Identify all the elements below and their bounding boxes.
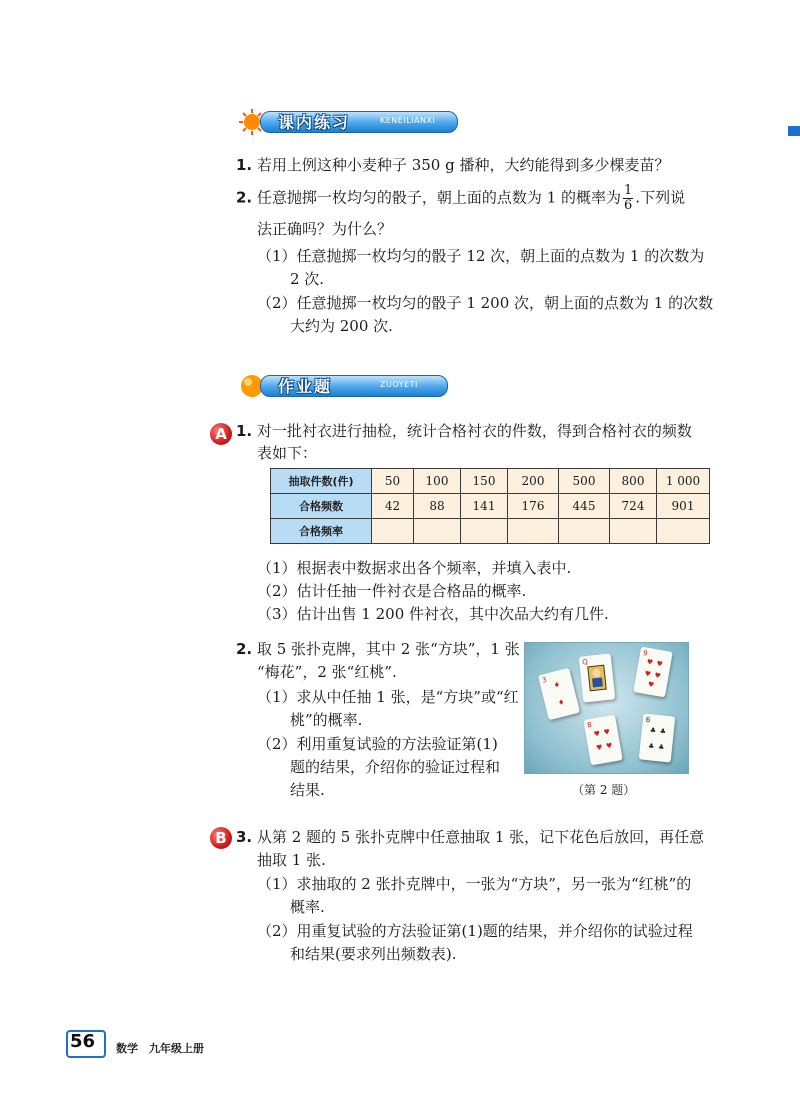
h2-text-a: 取 5 张扑克牌，其中 2 张“方块”，1 张 (256, 640, 520, 658)
club-icon: ♣ (659, 727, 667, 736)
h1-text-b: 表如下： (257, 444, 318, 462)
exercise-banner-title: 课内练习 (278, 113, 351, 132)
h2-part1-line2: 桃”的概率. (290, 711, 363, 729)
q2-part1-line1: （1）任意抛掷一枚均匀的骰子 12 次，朝上面的点数为 1 的次数为 (257, 247, 705, 265)
club-icon: ♣ (649, 726, 657, 735)
h2-part2-line2: 题的结果，介绍你的验证过程和 (290, 758, 501, 776)
queen-face-icon (587, 664, 608, 692)
card-rank: 3 (541, 675, 548, 685)
card-heart-eight (583, 715, 623, 766)
table-row (271, 469, 710, 494)
diamond-icon: ♦ (552, 680, 561, 690)
homework-q1 (236, 420, 692, 442)
table-cell: 42 (372, 494, 414, 519)
table-header-cell: 合格频数 (271, 494, 372, 519)
playing-cards-photo (524, 642, 689, 774)
card-club (639, 713, 676, 762)
fraction-numerator: 1 (624, 183, 633, 198)
fraction-denominator: 6 (624, 198, 633, 213)
heart-icon: ♥ (645, 657, 654, 667)
table-cell: 1 000 (657, 469, 710, 494)
h3-part1-line2: 概率. (290, 898, 325, 916)
h3-part1-line1: （1）求抽取的 2 张扑克牌中，一张为“方块”，另一张为“红桃”的 (257, 875, 692, 893)
table-cell (657, 519, 710, 544)
table-cell: 176 (508, 494, 559, 519)
q2-part1-line2: 2 次. (290, 270, 325, 288)
frequency-table (270, 468, 710, 544)
exercise-q1 (236, 154, 669, 176)
table-cell: 50 (372, 469, 414, 494)
heart-icon: ♥ (653, 671, 662, 681)
heart-icon: ♥ (603, 727, 611, 737)
table-row (271, 519, 710, 544)
h3-part2-line1: （2）用重复试验的方法验证第(1)题的结果，并介绍你的试验过程 (257, 922, 693, 940)
h3-number: 3. (236, 828, 253, 846)
homework-banner-title: 作业题 (278, 377, 333, 396)
card-rank: 6 (645, 715, 651, 725)
h3-text-b: 抽取 1 张. (257, 851, 326, 869)
h3-text-a: 从第 2 题的 5 张扑克牌中任意抽取 1 张，记下花色后放回，再任意 (256, 828, 705, 846)
q1-text: 若用上例这种小麦种子 350 g 播种，大约能得到多少棵麦苗？ (256, 156, 670, 174)
q2-fraction (623, 184, 633, 213)
table-cell: 724 (610, 494, 657, 519)
diamond-icon: ♦ (557, 698, 566, 708)
page-edge-marker (788, 126, 800, 136)
table-cell (610, 519, 657, 544)
q2-number: 2. (236, 188, 253, 207)
q2-part2-line1: （2）任意抛掷一枚均匀的骰子 1 200 次，朝上面的点数为 1 的次数 (257, 294, 714, 312)
table-cell: 100 (414, 469, 461, 494)
heart-icon: ♥ (605, 741, 614, 751)
heart-icon: ♥ (593, 729, 601, 739)
table-header-cell: 合格频率 (271, 519, 372, 544)
heart-icon: ♥ (643, 669, 652, 679)
card-rank: 8 (586, 720, 593, 730)
exercise-q2 (236, 184, 685, 213)
table-cell: 200 (508, 469, 559, 494)
club-icon: ♣ (657, 743, 665, 752)
photo-caption: （第 2 题） (572, 783, 636, 797)
q1-number: 1. (236, 156, 253, 174)
q2-part2-line2: 大约为 200 次. (290, 317, 393, 335)
homework-banner-subtitle: ZUOYETI (380, 380, 418, 389)
card-queen (579, 653, 616, 702)
exercise-banner-subtitle: KENEILIANXI (380, 116, 436, 125)
level-b-badge: B (210, 827, 232, 849)
h2-part1-line1: （1）求从中任抽 1 张，是“方块”或“红 (257, 688, 519, 706)
table-cell (461, 519, 508, 544)
homework-section-banner (238, 372, 458, 398)
table-cell: 88 (414, 494, 461, 519)
heart-icon: ♥ (595, 743, 604, 753)
heart-icon: ♥ (647, 680, 655, 690)
table-cell: 141 (461, 494, 508, 519)
h2-text-b: “梅花”，2 张“红桃”. (257, 663, 397, 681)
h3-part2-line2: 和结果(要求列出频数表). (290, 945, 457, 963)
h2-part2-line3: 结果. (290, 781, 325, 799)
h2-number: 2. (236, 640, 253, 658)
q2-text-b: .下列说 (635, 188, 686, 207)
homework-q2 (236, 638, 520, 660)
club-icon: ♣ (647, 742, 655, 751)
h1-part2: （2）估计任抽一件衬衣是合格品的概率. (257, 582, 527, 600)
q2-text-c: 法正确吗？为什么？ (257, 220, 393, 238)
card-rank: Q (581, 657, 589, 667)
heart-icon: ♥ (655, 659, 664, 669)
h1-part1: （1）根据表中数据求出各个频率，并填入表中. (257, 559, 572, 577)
card-rank: 9 (642, 649, 649, 658)
table-cell: 150 (461, 469, 508, 494)
q2-text-a: 任意抛掷一枚均匀的骰子，朝上面的点数为 1 的概率为 (256, 188, 622, 207)
table-cell (372, 519, 414, 544)
level-a-badge: A (210, 423, 232, 445)
table-header-cell: 抽取件数(件) (271, 469, 372, 494)
card-heart-nine (633, 647, 673, 698)
h2-part2-line1: （2）利用重复试验的方法验证第(1) (257, 735, 498, 753)
h1-text-a: 对一批衬衣进行抽检，统计合格衬衣的件数，得到合格衬衣的频数 (256, 422, 692, 440)
book-title: 数学 九年级上册 (116, 1042, 204, 1055)
h1-part3: （3）估计出售 1 200 件衬衣，其中次品大约有几件. (257, 605, 609, 623)
homework-q3 (236, 826, 704, 848)
table-cell: 500 (559, 469, 610, 494)
page-number: 56 (70, 1031, 96, 1052)
table-row (271, 494, 710, 519)
table-cell: 800 (610, 469, 657, 494)
h1-number: 1. (236, 422, 253, 440)
table-cell (559, 519, 610, 544)
table-cell (414, 519, 461, 544)
table-cell (508, 519, 559, 544)
exercise-section-banner (238, 108, 458, 134)
table-cell: 445 (559, 494, 610, 519)
card-diamond (538, 668, 580, 720)
table-cell: 901 (657, 494, 710, 519)
